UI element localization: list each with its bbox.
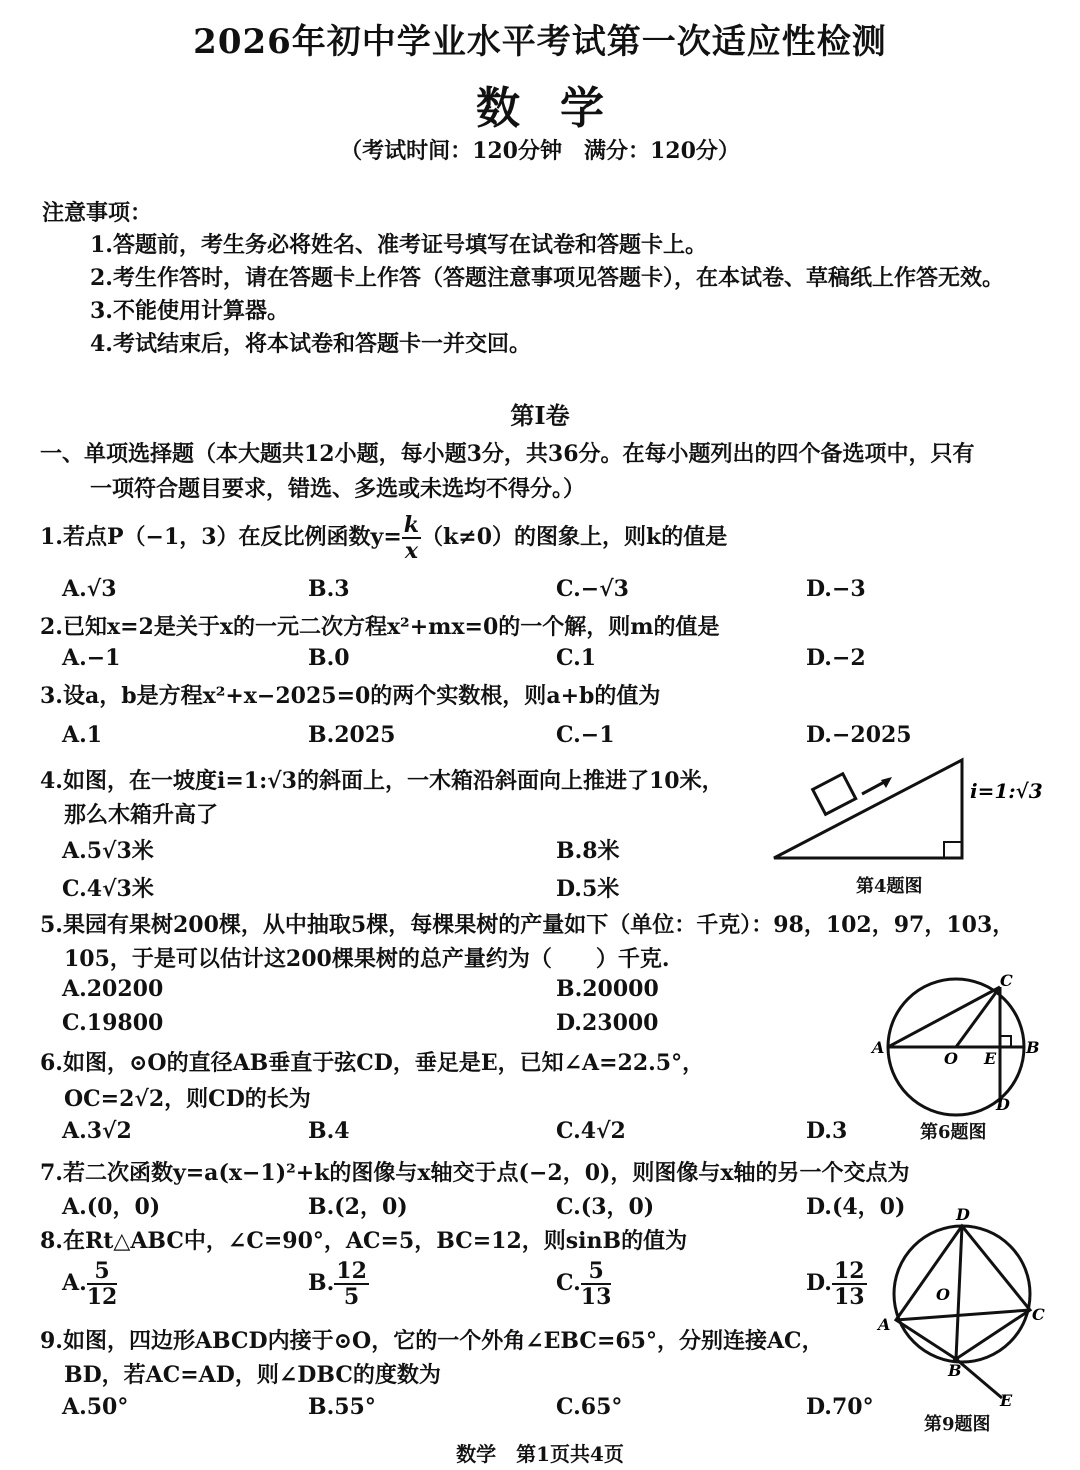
point-label: E [984, 1049, 997, 1068]
option-d: D.−3 [806, 576, 866, 602]
question-5-cont: 105，于是可以估计这200棵果树的总产量约为（ ）千克. [64, 946, 670, 972]
option-a: A.√3 [62, 576, 117, 602]
option-d [806, 1260, 867, 1308]
numerator: 12 [833, 1258, 865, 1284]
option-letter: B. [308, 1270, 335, 1296]
option-a: A.3√2 [62, 1118, 132, 1144]
note-item: 4.考试结束后，将本试卷和答题卡一并交回。 [90, 331, 531, 357]
figure-caption: 第4题图 [856, 876, 923, 897]
option-c: C.−√3 [556, 576, 629, 602]
numerator: 12 [336, 1258, 367, 1284]
point-label: D [996, 1095, 1010, 1114]
option-d: D.−2025 [806, 722, 912, 748]
option-d: D.23000 [556, 1010, 659, 1036]
option-b [308, 1260, 369, 1308]
page-footer: 数学 第1页共4页 [456, 1442, 624, 1466]
circle-figure-q6 [868, 972, 1048, 1122]
figure-caption: 第6题图 [920, 1122, 987, 1143]
question-4-cont: 那么木箱升高了 [64, 802, 219, 828]
point-label: O [936, 1285, 950, 1304]
point-label: A [872, 1038, 885, 1057]
question-6: 6.如图，⊙O的直径AB垂直于弦CD，垂足是E，已知∠A=22.5°， [40, 1050, 705, 1076]
option-a: A.1 [62, 722, 103, 748]
numerator: 5 [87, 1260, 118, 1285]
numerator: 5 [581, 1260, 612, 1285]
part-instructions: 一、单项选择题（本大题共12小题，每小题3分，共36分。在每小题列出的四个备选项中，只有 [40, 441, 975, 467]
slope-figure [770, 752, 1070, 862]
note-item: 1.答题前，考生务必将姓名、准考证号填写在试卷和答题卡上。 [90, 232, 707, 258]
notes-heading: 注意事项： [42, 200, 153, 226]
slope-label: i=1:√3 [970, 779, 1043, 803]
option-b: B.55° [308, 1394, 376, 1420]
question-6-cont: OC=2√2，则CD的长为 [64, 1086, 311, 1112]
option-c: C.19800 [62, 1010, 164, 1036]
point-label: B [948, 1361, 962, 1380]
question-3: 3.设a，b是方程x²+x−2025=0的两个实数根，则a+b的值为 [40, 683, 661, 709]
point-label: E [1000, 1391, 1013, 1410]
question-9: 9.如图，四边形ABCD内接于⊙O，它的一个外角∠EBC=65°，分别连接AC， [40, 1328, 824, 1354]
option-d: D.−2 [806, 645, 866, 671]
denominator: 5 [343, 1284, 360, 1310]
point-label: C [1032, 1305, 1045, 1324]
question-2: 2.已知x=2是关于x的一元二次方程x²+mx=0的一个解，则m的值是 [40, 614, 720, 640]
exam-meta: （考试时间：120分钟 满分：120分） [340, 138, 740, 164]
denominator: 13 [580, 1284, 612, 1310]
option-b: B.2025 [308, 722, 396, 748]
option-c: C.1 [556, 645, 597, 671]
exam-title: 2026年初中学业水平考试第一次适应性检测 [193, 22, 887, 62]
note-item: 2.考生作答时，请在答题卡上作答（答题注意事项见答题卡），在本试卷、草稿纸上作答无效。 [90, 265, 1004, 291]
option-c: C.(3，0) [556, 1194, 655, 1220]
option-c: C.−1 [556, 722, 615, 748]
question-stem: （k≠0）的图象上，则k的值是 [421, 524, 728, 550]
option-d: D.5米 [556, 876, 620, 902]
denominator: 12 [86, 1284, 118, 1310]
option-a: A.−1 [62, 645, 121, 671]
option-a: A.5√3米 [62, 838, 154, 864]
point-label: D [956, 1205, 970, 1224]
question-5: 5.果园有果树200棵，从中抽取5棵，每棵果树的产量如下（单位：千克）：98，102，97，103， [40, 912, 1015, 938]
option-c: C.4√3米 [62, 876, 154, 902]
option-b: B.(2，0) [308, 1194, 408, 1220]
denominator: x [404, 538, 418, 564]
option-b: B.4 [308, 1118, 350, 1144]
question-1 [40, 514, 727, 562]
fraction [832, 1260, 867, 1308]
option-a [62, 1260, 117, 1308]
fraction [87, 1260, 118, 1308]
option-a: A.20200 [62, 976, 164, 1002]
option-b: B.3 [308, 576, 350, 602]
point-label: B [1026, 1038, 1040, 1057]
point-label: C [1000, 972, 1013, 990]
option-b: B.8米 [556, 838, 620, 864]
question-9-cont: BD，若AC=AD，则∠DBC的度数为 [64, 1362, 441, 1388]
point-label: A [878, 1315, 891, 1334]
denominator: 13 [833, 1284, 865, 1310]
question-4: 4.如图，在一坡度i=1:√3的斜面上，一木箱沿斜面向上推进了10米， [40, 768, 724, 794]
option-b: B.20000 [556, 976, 659, 1002]
option-letter: D. [806, 1270, 832, 1296]
subject-title: 数学 [476, 83, 644, 134]
option-c [556, 1260, 611, 1308]
circle-figure-q9 [872, 1202, 1062, 1414]
part-instructions-cont: 一项符合题目要求，错选、多选或未选均不得分。） [90, 476, 586, 502]
option-d: D.70° [806, 1394, 874, 1420]
point-label: O [944, 1049, 958, 1068]
option-a: A.50° [62, 1394, 129, 1420]
fraction [402, 514, 421, 562]
option-letter: A. [62, 1270, 87, 1296]
numerator: k [403, 512, 420, 538]
question-stem: 1.若点P（−1，3）在反比例函数y= [40, 524, 402, 550]
box-shape [813, 774, 856, 815]
option-c: C.65° [556, 1394, 623, 1420]
figure-caption: 第9题图 [924, 1414, 991, 1435]
volume-heading: 第Ⅰ卷 [510, 401, 570, 430]
fraction [581, 1260, 612, 1308]
option-d: D.3 [806, 1118, 848, 1144]
fraction [334, 1260, 369, 1308]
option-a: A.(0，0) [62, 1194, 161, 1220]
option-c: C.4√2 [556, 1118, 626, 1144]
option-b: B.0 [308, 645, 350, 671]
option-letter: C. [556, 1270, 581, 1296]
note-item: 3.不能使用计算器。 [90, 298, 289, 324]
option-d: D.(4，0) [806, 1194, 906, 1220]
question-7: 7.若二次函数y=a(x−1)²+k的图像与x轴交于点(−2，0)，则图像与x轴的另一个交点为 [40, 1160, 910, 1186]
question-8: 8.在Rt△ABC中，∠C=90°，AC=5，BC=12，则sinB的值为 [40, 1228, 688, 1254]
